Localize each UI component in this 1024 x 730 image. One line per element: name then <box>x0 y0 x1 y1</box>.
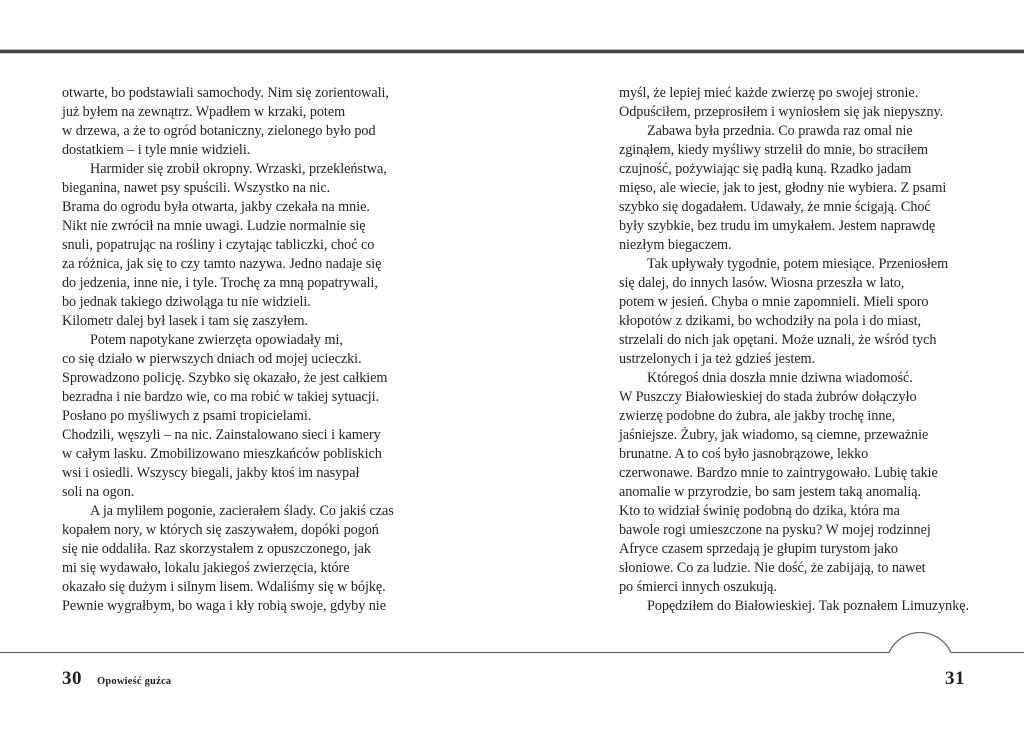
text-line: W Puszczy Białowieskiej do stada żubrów dołączyło <box>619 389 917 405</box>
text-line: kopałem nory, w których się zaszywałem, dopóki pogoń <box>62 522 379 538</box>
text-line: bezradna i nie bardzo wie, co ma robić w takiej sytuacji. <box>62 389 380 405</box>
text-line: Pewnie wygrałbym, bo waga i kły robią swoje, gdyby nie <box>62 598 386 614</box>
text-line: dostatkiem – i tyle mnie widzieli. <box>62 142 251 158</box>
text-line: Popędziłem do Białowieskiej. Tak poznałem Limuzynkę. <box>647 598 969 614</box>
text-line: Harmider się zrobił okropny. Wrzaski, przekleństwa, <box>90 161 387 177</box>
text-line: Nikt nie zwrócił na mnie uwagi. Ludzie normalnie się <box>62 218 366 234</box>
text-line: co się działo w pierwszych dniach od mojej ucieczki. <box>62 351 362 367</box>
page-left-text <box>62 84 422 616</box>
page-number-right: 31 <box>945 668 965 689</box>
arch-ornament <box>0 632 1024 652</box>
text-line: okazało się dużym i silnym lisem. Wdaliśmy się w bójkę. <box>62 579 386 595</box>
text-line: kłopotów z dzikami, bo wchodziły na pola i do miast, <box>619 313 921 329</box>
text-line: słoniowe. Co za ludzie. Nie dość, że zabijają, to nawet <box>619 560 926 576</box>
text-line: A ja myliłem pogonie, zacierałem ślady. Co jakiś czas <box>90 503 394 519</box>
text-line: się dalej, do innych lasów. Wiosna przeszła w lato, <box>619 275 905 291</box>
text-line: anomalie w przyrodzie, bo sam jestem taką anomalią. <box>619 484 921 500</box>
text-line: Kto to widział świnię podobną do dzika, która ma <box>619 503 900 519</box>
text-line: Potem napotykane zwierzęta opowiadały mi, <box>90 332 343 348</box>
top-divider-rule <box>0 49 1024 54</box>
text-line: Chodzili, węszyli – na nic. Zainstalowano sieci i kamery <box>62 427 381 443</box>
text-line: się nie oddaliła. Raz skorzystałem z opuszczonego, jak <box>62 541 371 557</box>
text-line: Brama do ogrodu była otwarta, jakby czekała na mnie. <box>62 199 370 215</box>
text-line: ustrzelonych i ja też gdzieś jestem. <box>619 351 815 367</box>
text-line: już byłem na zewnątrz. Wpadłem w krzaki, potem <box>62 104 346 120</box>
page-left-footer <box>62 668 171 690</box>
page-right-text <box>619 84 979 616</box>
text-line: otwarte, bo podstawiali samochody. Nim się zorientowali, <box>62 85 389 101</box>
text-line: w całym lasku. Zmobilizowano mieszkańców pobliskich <box>62 446 382 462</box>
page-number-left: 30 <box>62 668 82 689</box>
text-line: czerwonawe. Bardzo mnie to zaintrygowało. Lubię takie <box>619 465 938 481</box>
text-line: Sprowadzono policję. Szybko się okazało, że jest całkiem <box>62 370 388 386</box>
text-line: mięso, ale wiecie, jak to jest, głodny nie wybiera. Z psami <box>619 180 947 196</box>
text-line: Afryce czasem sprzedają je głupim turystom jako <box>619 541 898 557</box>
text-line: bawole rogi umieszczone na pysku? W mojej rodzinnej <box>619 522 931 538</box>
text-line: strzelali do nich jak opętani. Może uznali, że wśród tych <box>619 332 937 348</box>
text-line: mi się wydawało, lokalu jakiegoś zwierzęcia, które <box>62 560 350 576</box>
text-line: Zabawa była przednia. Co prawda raz omal nie <box>647 123 913 139</box>
text-line: w drzewa, a że to ogród botaniczny, zielonego było pod <box>62 123 376 139</box>
text-line: Tak upływały tygodnie, potem miesiące. Przeniosłem <box>647 256 949 272</box>
text-line: Posłano po myśliwych z psami tropicielami. <box>62 408 312 424</box>
text-line: zginąłem, kiedy myśliwy strzelił do mnie, bo straciłem <box>619 142 928 158</box>
text-line: potem w jesień. Chyba o mnie zapomnieli. Mieli sporo <box>619 294 929 310</box>
text-line: bo jednak takiego dziwoląga tu nie widzieli. <box>62 294 311 310</box>
text-line: snuli, popatrując na rośliny i czytając tabliczki, choć co <box>62 237 375 253</box>
text-line: wsi i osiedli. Wszyscy biegali, jakby ktoś im nasypał <box>62 465 360 481</box>
running-title: Opowieść guźca <box>97 676 172 687</box>
text-line: niezłym biegaczem. <box>619 237 732 253</box>
text-line: myśl, że lepiej mieć każde zwierzę po swojej stronie. <box>619 85 919 101</box>
text-line: zwierzę podobne do żubra, ale jakby trochę inne, <box>619 408 896 424</box>
text-line: były szybkie, bez trudu im umykałem. Jestem naprawdę <box>619 218 936 234</box>
text-line: Któregoś dnia doszła mnie dziwna wiadomość. <box>647 370 913 386</box>
text-line: jaśniejsze. Żubry, jak wiadomo, są ciemne, przeważnie <box>619 427 929 443</box>
text-line: brunatne. A to coś było jasnobrązowe, lekko <box>619 446 869 462</box>
text-line: szybko się dogadałem. Udawały, że mnie ścigają. Choć <box>619 199 931 215</box>
page-right-footer <box>945 668 965 690</box>
text-line: bieganina, nawet psy spuścili. Wszystko na nic. <box>62 180 331 196</box>
text-line: do jedzenia, inne nie, i tyle. Trochę za mną popatrywali, <box>62 275 378 291</box>
text-line: soli na ogon. <box>62 484 135 500</box>
text-line: Kilometr dalej był lasek i tam się zaszyłem. <box>62 313 309 329</box>
text-line: Odpuściłem, przeprosiłem i wyniosłem się jak niepyszny. <box>619 104 944 120</box>
text-line: za różnica, jak się to czy tamto nazywa. Jedno nadaje się <box>62 256 382 272</box>
text-line: po śmierci innych oszukują. <box>619 579 777 595</box>
footer-rule-with-arch <box>0 628 1024 655</box>
text-line: czujność, pożywiając się padłą kuną. Rzadko jadam <box>619 161 912 177</box>
